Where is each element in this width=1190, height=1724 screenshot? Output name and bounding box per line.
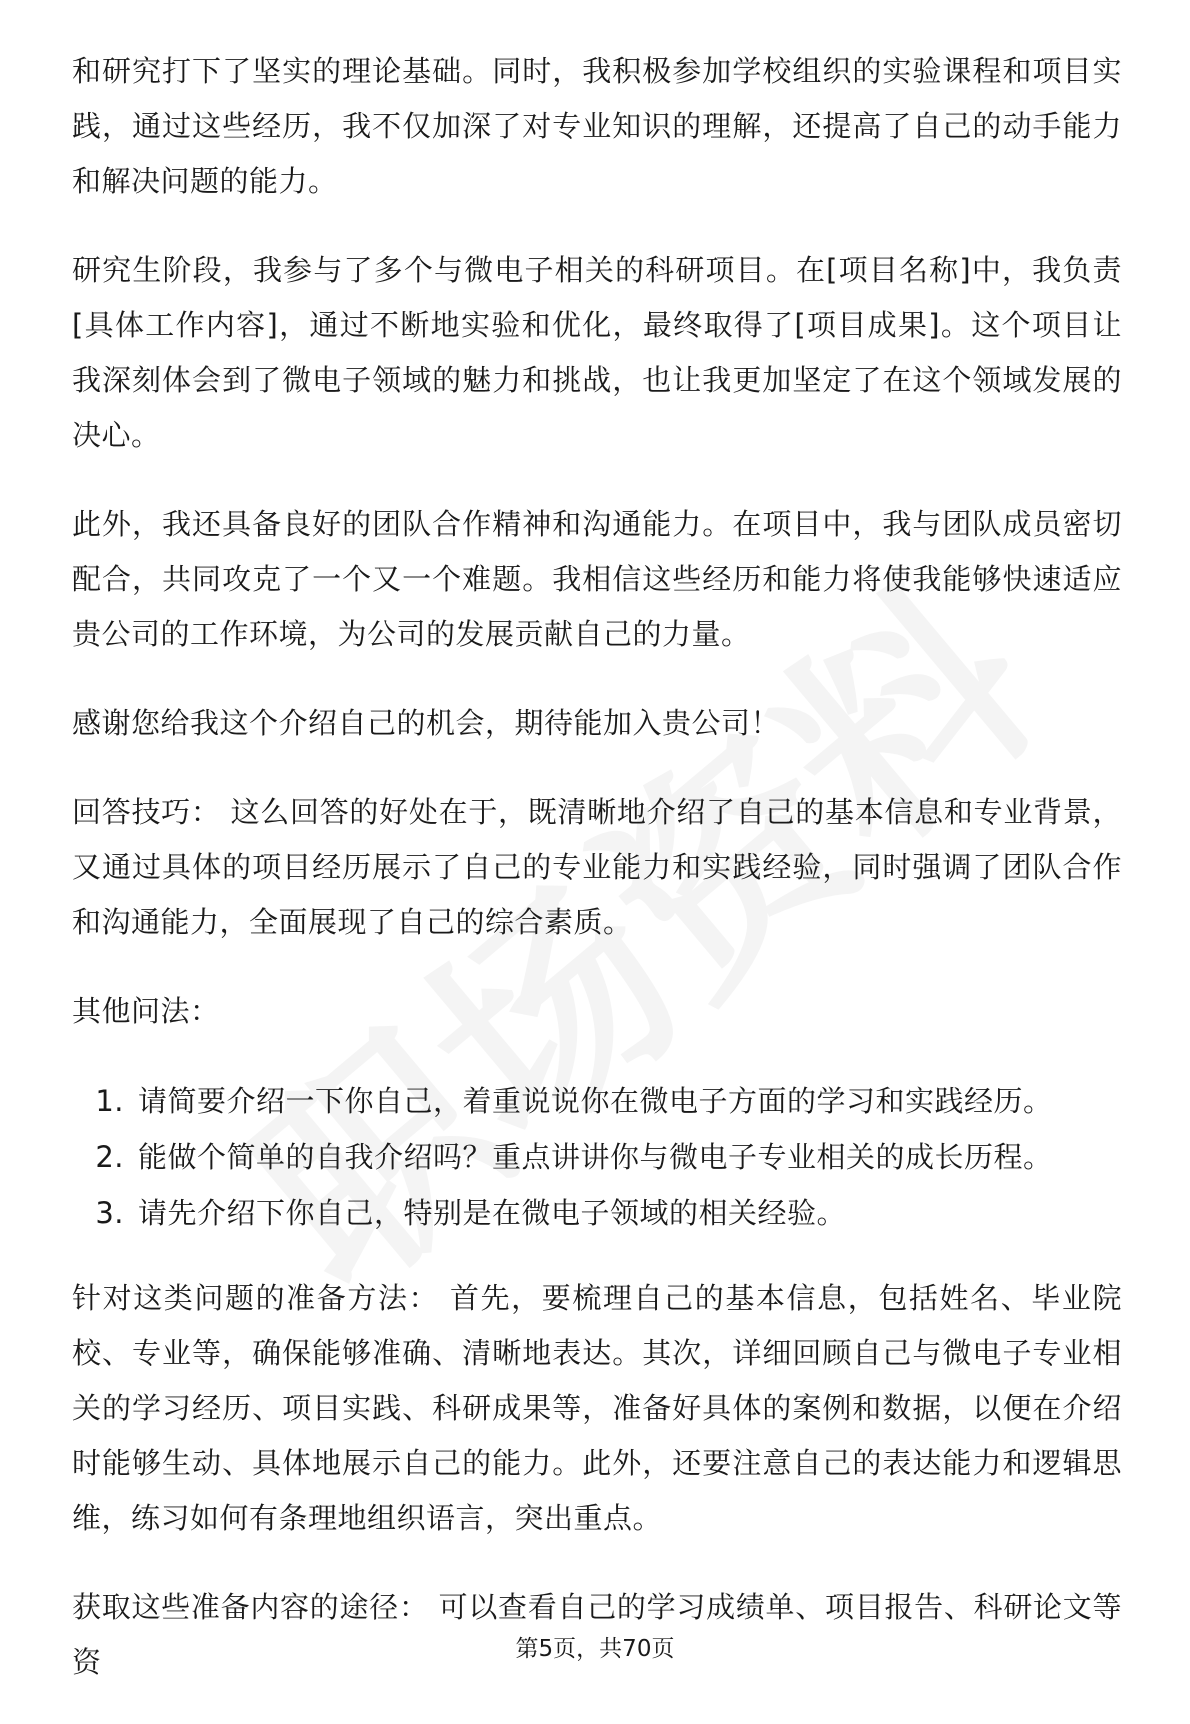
document-body [72,44,1122,1724]
list-item [72,1073,1122,1129]
list-text: 能做个简单的自我介绍吗？重点讲讲你与微电子专业相关的成长历程。 [138,1140,1053,1174]
heading-other-questions: 其他问法： [72,994,220,1028]
paragraph-thanks: 感谢您给我这个介绍自己的机会，期待能加入贵公司！ [72,706,781,740]
page-number-footer: 第5页，共70页 [515,1636,675,1662]
list-number: 3. [95,1196,124,1230]
list-number: 2. [95,1140,124,1174]
list-text: 请先介绍下你自己，特别是在微电子领域的相关经验。 [138,1196,847,1230]
list-item [72,1185,1122,1241]
paragraph-study-foundation: 和研究打下了坚实的理论基础。同时，我积极参加学校组织的实验课程和项目实践，通过这些经历，我不仅加深了对专业知识的理解，还提高了自己的动手能力和解决问题的能力。 [72,54,1122,198]
paragraph-teamwork: 此外，我还具备良好的团队合作精神和沟通能力。在项目中，我与团队成员密切配合，共同攻克了一个又一个难题。我相信这些经历和能力将使我能够快速适应贵公司的工作环境，为公司的发展贡献自己的力量。 [72,507,1122,651]
list-number: 1. [95,1084,124,1118]
other-questions-list [72,1073,1122,1241]
paragraph-preparation-method: 针对这类问题的准备方法： 首先，要梳理自己的基本信息，包括姓名、毕业院校、专业等，确保能够准确、清晰地表达。其次，详细回顾自己与微电子专业相关的学习经历、项目实践、科研成果等，准备好具体的案例和数据，以便在介绍时能够生动、具体地展示自己的能力。此外，还要注意自己的表达能力和逻辑思维，练习如何有条理地组织语言，突出重点。 [72,1281,1122,1535]
paragraph-preparation-sources: 获取这些准备内容的途径： 可以查看自己的学习成绩单、项目报告、科研论文等资 [72,1590,1122,1679]
paragraph-graduate-research: 研究生阶段，我参与了多个与微电子相关的科研项目。在[项目名称]中，我负责[具体工作内容]，通过不断地实验和优化，最终取得了[项目成果]。这个项目让我深刻体会到了微电子领域的魅力和挑战，也让我更加坚定了在这个领域发展的决心。 [72,253,1122,452]
paragraph-answer-tips: 回答技巧： 这么回答的好处在于，既清晰地介绍了自己的基本信息和专业背景，又通过具体的项目经历展示了自己的专业能力和实践经验，同时强调了团队合作和沟通能力，全面展现了自己的综合素质。 [72,795,1122,939]
list-item [72,1129,1122,1185]
list-text: 请简要介绍一下你自己，着重说说你在微电子方面的学习和实践经历。 [138,1084,1053,1118]
